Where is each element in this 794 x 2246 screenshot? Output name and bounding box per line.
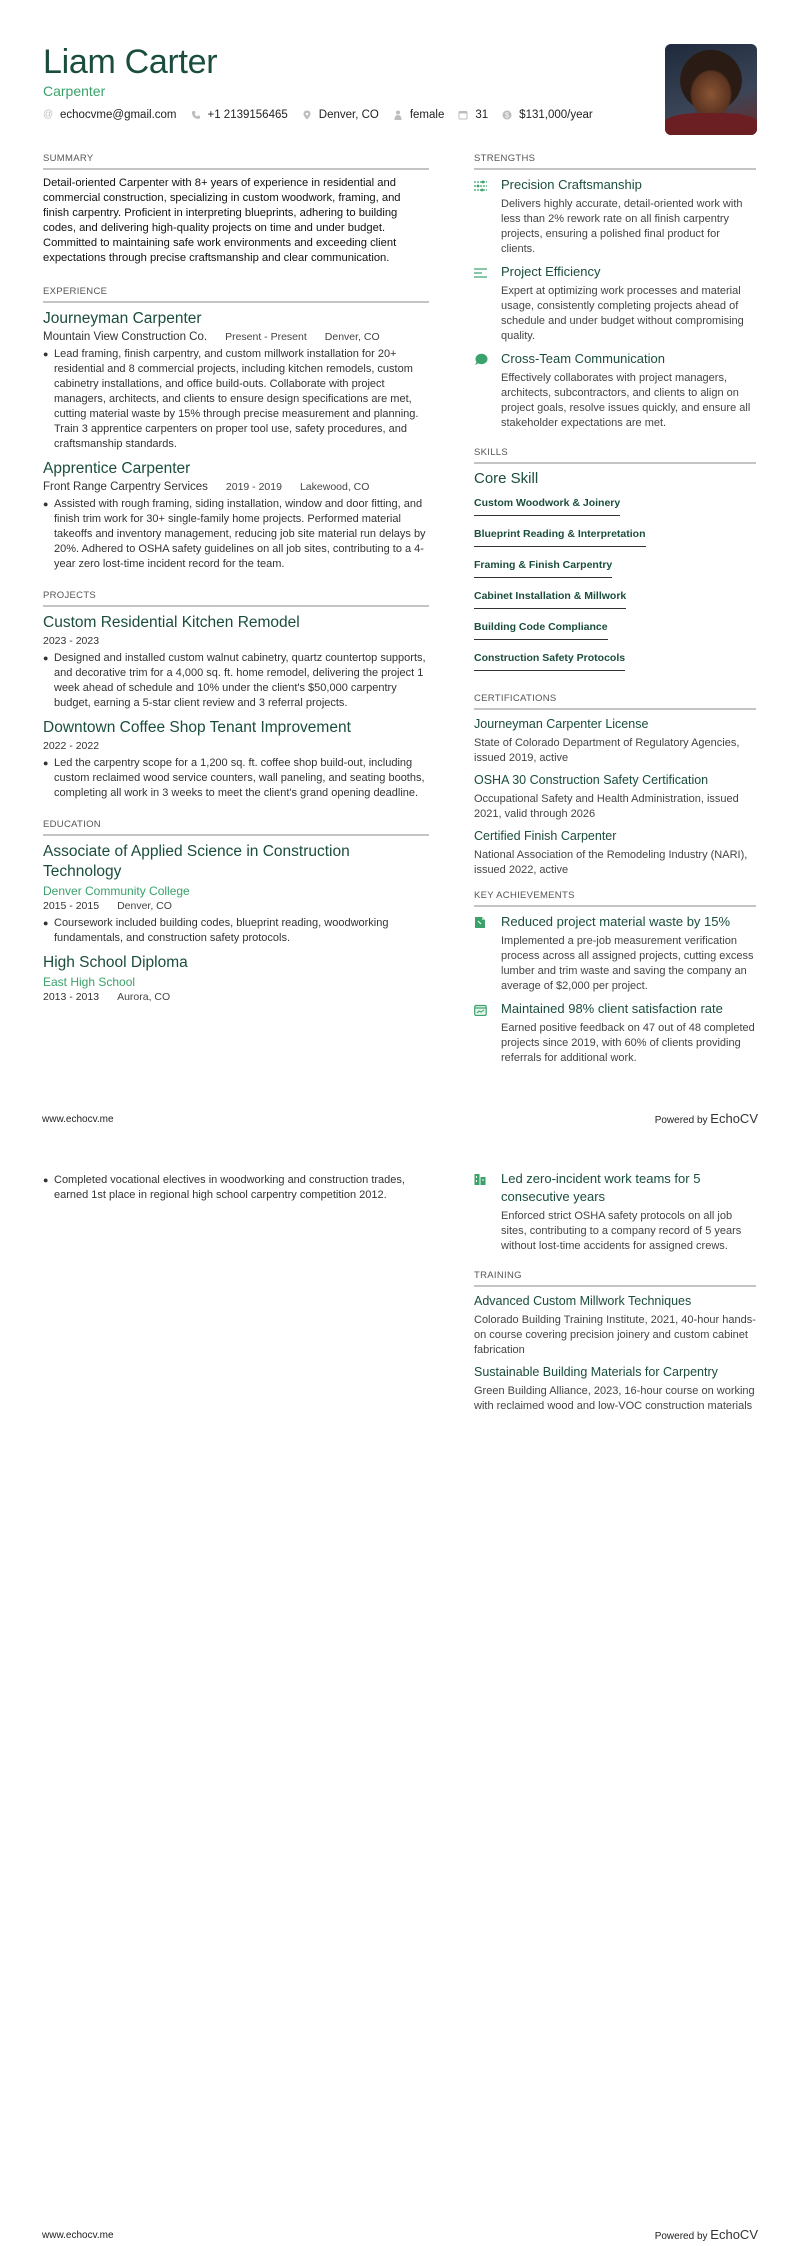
salary-text: $131,000/year [519, 109, 593, 121]
degree-title: High School Diploma [43, 954, 188, 971]
bullet-text: Assisted with rough framing, siding installation, window and door fitting, and finish trim work for 30+ single-family home projects. Performed material takeoffs and inventory management, reducing job site material run delays by 20%. Adhered to OSHA safety guidelines on all job sites, contributing to a 4-year zero lost-time incident record for the team. [54, 498, 426, 570]
job-meta [43, 481, 429, 493]
strength-title: Cross-Team Communication [501, 351, 665, 366]
achievement-desc: Earned positive feedback on 47 out of 48 completed projects since 2019, with 60% of clients providing referrals for additional work. [501, 1022, 755, 1064]
bullet-item [43, 756, 429, 801]
school-name: East High School [43, 975, 136, 989]
project-dates: 2022 - 2022 [43, 740, 100, 752]
training-desc: Green Building Alliance, 2023, 16-hour course on working with reclaimed wood and low-VOC construction materials [474, 1385, 755, 1412]
training-section [474, 1270, 756, 1414]
project-dates: 2023 - 2023 [43, 635, 100, 647]
job-location: Lakewood, CO [299, 481, 370, 493]
section-title: CERTIFICATIONS [474, 693, 756, 710]
contact-bar [43, 109, 607, 121]
job-title: Apprentice Carpenter [43, 460, 191, 477]
skill-item: Framing & Finish Carpentry [474, 559, 612, 578]
achievement-title: Reduced project material waste by 15% [501, 914, 731, 929]
projects-section [43, 590, 429, 801]
education-section [43, 819, 429, 1003]
bullet-dot-icon: ● [43, 1175, 49, 1185]
contact-age [458, 109, 488, 121]
bullet-text: Designed and installed custom walnut cabinetry, quartz countertop supports, and decorative trim for a 4,000 sq. ft. home remodel, delivering the project 1 week ahead of schedule and 10% under the client's $50,000 carpentry budget, earning a 5-star client review and 3 referral projects. [54, 652, 426, 709]
degree-title: Associate of Applied Science in Construction Technology [43, 843, 350, 880]
svg-text:$: $ [505, 112, 510, 120]
strength-desc: Effectively collaborates with project managers, architects, subcontractors, and clients to align on project goals, resolve issues quickly, and ensure all stakeholder expectations are met. [501, 372, 751, 429]
certification-item [474, 828, 756, 878]
achievement-title: Maintained 98% client satisfaction rate [501, 1001, 723, 1016]
bullet-text: Led the carpentry scope for a 1,200 sq. ft. coffee shop build-out, including custom reclaimed wood service counters, wall paneling, and seating booths, completing all work in 3 weeks to meet the client's grand opening deadline. [54, 757, 425, 799]
bullet-text: Lead framing, finish carpentry, and custom millwork installation for 20+ residential and 8 commercial projects, including kitchen remodels, custom cabinetry installations, and office build-outs. Collaborate with project managers, architects, and clients to ensure design specifications are met, cutting material waste by 15% through precise measurement and planning. Train 3 apprentice carpenters on proper tool use, safety procedures, and craftsmanship standards. [54, 348, 419, 450]
contact-gender [393, 109, 445, 121]
bullet-text: Completed vocational electives in woodworking and construction trades, earned 1st place in regional high school carpentry competition 2012. [54, 1174, 405, 1201]
experience-item [43, 309, 429, 452]
skill-item: Blueprint Reading & Interpretation [474, 528, 646, 547]
education-location: Denver, CO [117, 900, 172, 912]
location-pin-icon [302, 110, 312, 120]
bullet-dot-icon: ● [43, 758, 49, 768]
strengths-section [474, 153, 756, 431]
candidate-name: Liam Carter [43, 43, 218, 81]
bullet-dot-icon: ● [43, 349, 49, 359]
education-meta [43, 991, 429, 1003]
certifications-section [474, 693, 756, 878]
section-title: KEY ACHIEVEMENTS [474, 890, 756, 907]
candidate-role: Carpenter [43, 83, 106, 99]
certification-desc: National Association of the Remodeling Industry (NARI), issued 2022, active [474, 849, 748, 876]
building-icon [474, 1170, 501, 1254]
chat-bubble-icon [474, 350, 501, 431]
at-icon: @ [43, 109, 54, 120]
brand-logo-text: EchoCV [710, 1111, 758, 1126]
left-column [43, 153, 429, 1003]
education-dates: 2013 - 2013 [43, 991, 100, 1003]
project-title: Custom Residential Kitchen Remodel [43, 614, 300, 631]
training-item [474, 1293, 756, 1358]
experience-section [43, 286, 429, 572]
education-dates: 2015 - 2015 [43, 900, 100, 912]
achievement-title: Led zero-incident work teams for 5 consecutive years [501, 1171, 701, 1204]
achievement-desc: Implemented a pre-job measurement verification process across all assigned projects, cutting excess lumber and trim waste and saving the company an average of $2,000 per project. [501, 935, 754, 992]
footer-website[interactable]: www.echocv.me [42, 1114, 114, 1125]
certification-title: Journeyman Carpenter License [474, 717, 649, 731]
certification-item [474, 772, 756, 822]
skill-item: Custom Woodwork & Joinery [474, 497, 620, 516]
achievement-item [474, 1000, 756, 1066]
job-title: Journeyman Carpenter [43, 310, 202, 327]
achievement-desc: Enforced strict OSHA safety protocols on all job sites, contributing to a company record of 5 years without lost-time accidents for assigned crews. [501, 1210, 742, 1252]
section-title: EXPERIENCE [43, 286, 429, 303]
age-text: 31 [475, 109, 489, 121]
avatar [665, 44, 757, 135]
summary-text: Detail-oriented Carpenter with 8+ years of experience in residential and commercial construction, specializing in custom woodwork, framing, and finish carpentry. Proficient in interpreting blueprints, adhering to building codes, and delivering high-quality projects on time and under budget. Committed to maintaining safe work environments and exceeding client expectations through precise craftsmanship and clear communication. [43, 177, 401, 264]
bullet-item [43, 916, 429, 946]
achievement-item [474, 913, 756, 994]
bullet-item [43, 347, 429, 452]
skill-list [474, 493, 756, 679]
section-title: STRENGTHS [474, 153, 756, 170]
project-title: Downtown Coffee Shop Tenant Improvement [43, 719, 351, 736]
gender-text: female [409, 109, 445, 121]
bullet-item [43, 651, 429, 711]
phone-icon [191, 110, 201, 120]
strength-item [474, 263, 756, 344]
education-item [43, 953, 429, 1003]
certification-item [474, 716, 756, 766]
education-meta [43, 900, 429, 912]
sliders-icon [474, 176, 501, 257]
section-title: SUMMARY [43, 153, 429, 170]
certification-desc: Occupational Safety and Health Administration, issued 2021, valid through 2026 [474, 793, 739, 820]
footer-powered-by[interactable] [655, 1111, 758, 1126]
section-title: TRAINING [474, 1270, 756, 1287]
skill-item: Cabinet Installation & Millwork [474, 590, 626, 609]
education-location: Aurora, CO [117, 991, 171, 1003]
skill-item: Construction Safety Protocols [474, 652, 625, 671]
bullet-dot-icon: ● [43, 918, 49, 928]
right-column [474, 1170, 756, 1420]
section-title: SKILLS [474, 447, 756, 464]
company-name: Front Range Carpentry Services [43, 481, 208, 493]
document-icon [474, 913, 501, 994]
bullet-item [43, 497, 429, 572]
powered-by-label: Powered by [654, 2231, 708, 2242]
calendar-icon [458, 110, 468, 120]
phone-text: +1 2139156465 [207, 109, 288, 121]
strength-title: Project Efficiency [501, 264, 601, 279]
contact-location [302, 109, 379, 121]
achievement-item [474, 1170, 756, 1254]
bullet-dot-icon: ● [43, 499, 49, 509]
company-name: Mountain View Construction Co. [43, 331, 208, 343]
bullet-dot-icon: ● [43, 653, 49, 663]
contact-salary [502, 109, 593, 121]
certification-title: OSHA 30 Construction Safety Certification [474, 773, 709, 787]
section-title: EDUCATION [43, 819, 429, 836]
right-column [474, 153, 756, 1072]
location-text: Denver, CO [318, 109, 379, 121]
strength-item [474, 350, 756, 431]
calendar-chart-icon [474, 1000, 501, 1066]
training-title: Advanced Custom Millwork Techniques [474, 1294, 692, 1308]
skill-group-title: Core Skill [474, 470, 539, 487]
project-item [43, 613, 429, 711]
contact-phone[interactable] [191, 109, 288, 121]
job-meta [43, 331, 429, 343]
powered-by-label: Powered by [654, 1115, 708, 1126]
strength-title: Precision Craftsmanship [501, 177, 642, 192]
strength-desc: Delivers highly accurate, detail-oriented work with less than 2% rework rate on all finish carpentry projects, ensuring a polished final product for clients. [501, 198, 743, 255]
job-location: Denver, CO [324, 331, 380, 343]
brand-logo-text: EchoCV [710, 2227, 758, 2242]
section-title: PROJECTS [43, 590, 429, 607]
skills-section [474, 447, 756, 679]
training-item [474, 1364, 756, 1414]
skill-item: Building Code Compliance [474, 621, 608, 640]
achievements-section [474, 890, 756, 1066]
education-item [43, 842, 429, 946]
email-text: echocvme@gmail.com [60, 109, 177, 121]
align-left-icon [474, 263, 501, 344]
contact-email[interactable] [43, 109, 177, 121]
bullet-text: Coursework included building codes, blueprint reading, woodworking fundamentals, and construction safety protocols. [54, 917, 389, 944]
school-name: Denver Community College [43, 884, 190, 898]
certification-desc: State of Colorado Department of Regulatory Agencies, issued 2019, active [474, 737, 740, 764]
resume-page-2 [0, 1130, 794, 2246]
strength-item [474, 176, 756, 257]
left-column [43, 1169, 429, 1203]
certification-title: Certified Finish Carpenter [474, 829, 617, 843]
project-item [43, 718, 429, 801]
person-icon [393, 110, 403, 120]
footer-website[interactable]: www.echocv.me [42, 2230, 114, 2241]
strength-desc: Expert at optimizing work processes and material usage, consistently completing projects ahead of schedule and under budget without compromising quality. [501, 285, 744, 342]
training-desc: Colorado Building Training Institute, 2021, 40-hour hands-on course covering precision joinery and custom cabinet fabrication [474, 1314, 756, 1356]
summary-section [43, 153, 429, 266]
bullet-item [43, 1173, 429, 1203]
job-dates: Present - Present [225, 331, 307, 343]
salary-icon [502, 110, 512, 120]
job-dates: 2019 - 2019 [225, 481, 282, 493]
experience-item [43, 459, 429, 572]
footer-powered-by[interactable] [655, 2227, 758, 2242]
training-title: Sustainable Building Materials for Carpentry [474, 1365, 718, 1379]
